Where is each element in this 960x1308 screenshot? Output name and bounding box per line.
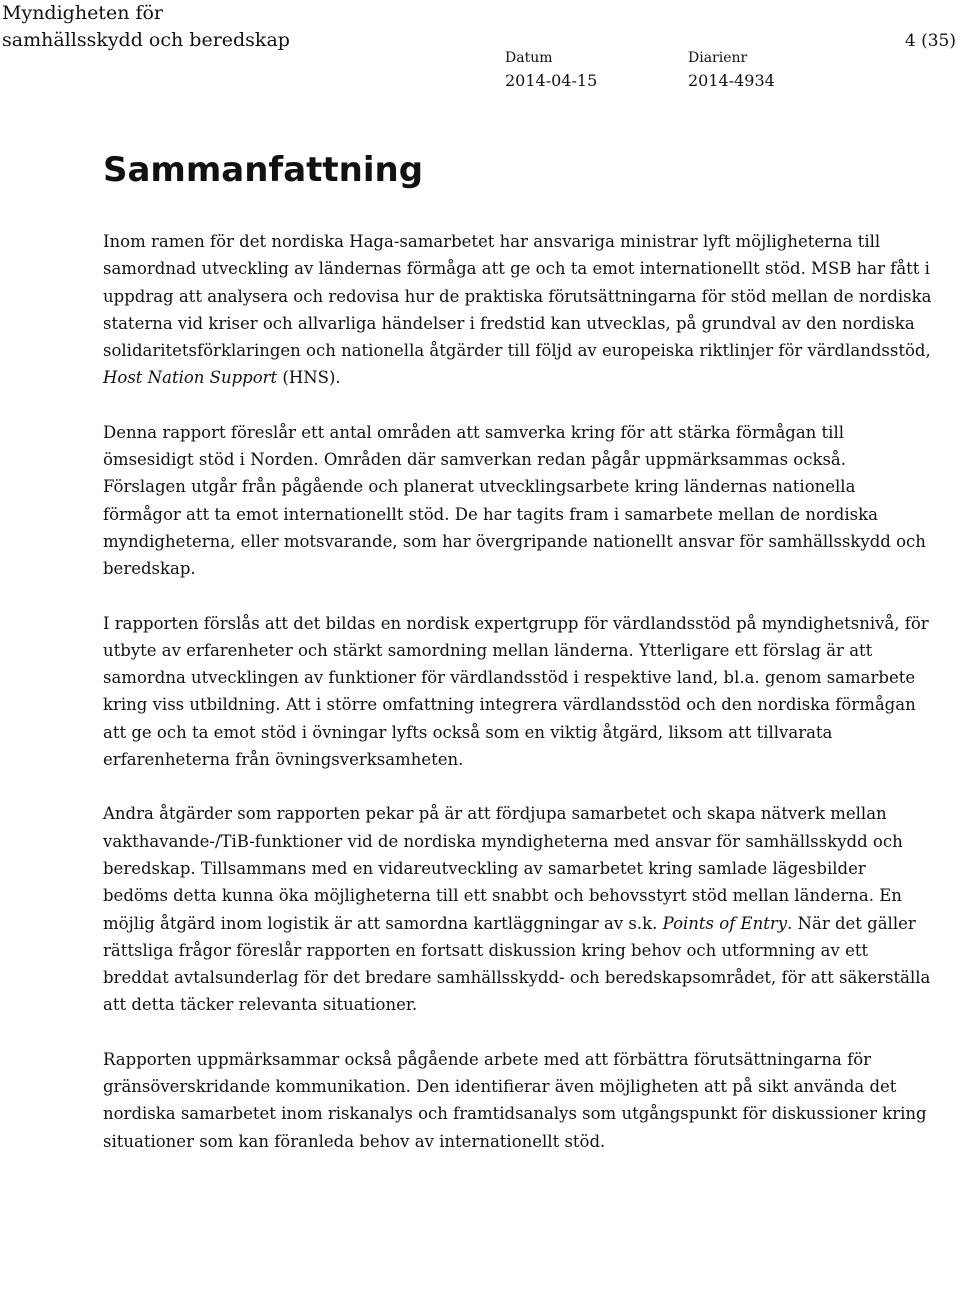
diarienr-value: 2014-4934	[688, 71, 775, 90]
paragraph-1	[103, 228, 933, 392]
organization-name-line2: samhällsskydd och beredskap	[2, 29, 290, 51]
organization-name	[2, 0, 290, 54]
paragraph-1-text-a: Inom ramen för det nordiska Haga-samarbetet har ansvariga ministrar lyft möjligheterna till samordnad utveckling av ländernas förmåga att ge och ta emot internationellt stöd. MSB har fått i uppdrag att analysera och redovisa hur de praktiska förutsättningarna för stöd mellan de nordiska staterna vid kriser och allvarliga händelser i fredstid kan utvecklas, på grundval av den nordiska solidaritetsförklaringen och nationella åtgärder till följd av europeiska riktlinjer för värdlandsstöd,	[103, 232, 932, 361]
paragraph-4-text-b: . När det gäller rättsliga frågor föreslår rapporten en fortsatt diskussion kring behov och utformning av ett breddat avtalsunderlag för det bredare samhällsskydd- och beredskapsområdet, för att säkerställa att detta täcker relevanta situationer.	[103, 913, 931, 1015]
datum-value: 2014-04-15	[505, 71, 598, 90]
diarienr-block	[688, 48, 775, 94]
paragraph-4	[103, 800, 933, 1018]
paragraph-2: Denna rapport föreslår ett antal områden att samverka kring för att stärka förmågan till ömsesidigt stöd i Norden. Områden där samverkan redan pågår uppmärksammas också. Förslagen utgår från pågående och planerat utvecklingsarbete kring ländernas nationella förmågor att ta emot internationellt stöd. De har tagits fram i samarbete mellan de nordiska myndigheterna, eller motsvarande, som har övergripande nationellt ansvar för samhällsskydd och beredskap.	[103, 422, 926, 579]
paragraph-4-italic-term: Points of Entry	[662, 913, 788, 933]
organization-name-line1: Myndigheten för	[2, 2, 164, 24]
paragraph-4-text-a: Andra åtgärder som rapporten pekar på är att fördjupa samarbetet och skapa nätverk mellan vakthavande-/TiB-funktioner vid de nordiska myndigheterna med ansvar för samhällsskydd och beredskap. Tillsammans med en vidareutveckling av samarbetet kring samlade lägesbilder bedöms detta kunna öka möjligheterna till ett snabbt och behovsstyrt stöd mellan länderna. En möjlig åtgärd inom logistik är att samordna kartläggningar av s.k.	[103, 804, 903, 933]
datum-block	[505, 48, 597, 94]
diarienr-label: Diarienr	[688, 50, 748, 66]
page-title: Sammanfattning	[103, 150, 424, 190]
paragraph-5: Rapporten uppmärksammar också pågående arbete med att förbättra förutsättningarna för gränsöverskridande kommunikation. Den identifierar även möjligheten att på sikt använda det nordiska samarbetet inom riskanalys och framtidsanalys som utgångspunkt för diskussioner kring situationer som kan föranleda behov av internationellt stöd.	[103, 1049, 927, 1151]
paragraph-1-italic-term: Host Nation Support	[103, 368, 278, 388]
datum-label: Datum	[505, 50, 553, 66]
document-body	[103, 140, 933, 1155]
page-number: 4 (35)	[904, 31, 956, 51]
paragraph-1-text-b: (HNS).	[277, 368, 341, 388]
paragraph-3: I rapporten förslås att det bildas en nordisk expertgrupp för värdlandsstöd på myndighetsnivå, för utbyte av erfarenheter och stärkt samordning mellan länderna. Ytterligare ett förslag är att samordna utvecklingen av funktioner för värdlandsstöd i respektive land, bl.a. genom samarbete kring viss utbildning. Att i större omfattning integrera värdlandsstöd och den nordiska förmågan att ge och ta emot stöd i övningar lyfts också som en viktig åtgärd, liksom att tillvarata erfarenheterna från övningsverksamheten.	[103, 613, 929, 770]
